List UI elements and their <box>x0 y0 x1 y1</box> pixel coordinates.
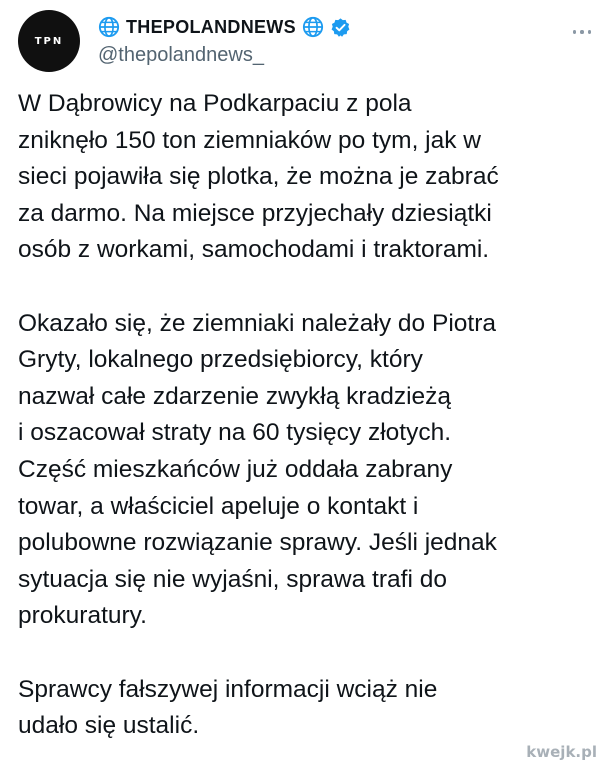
globe-icon <box>98 16 120 38</box>
paragraph-3 <box>18 672 603 745</box>
text-line: polubowne rozwiązanie sprawy. Jeśli jednak <box>18 529 497 557</box>
post-header <box>18 10 593 72</box>
text-line: W Dąbrowicy na Podkarpaciu z pola <box>18 90 412 117</box>
account-handle[interactable]: @thepolandnews_ <box>98 44 264 66</box>
display-name-row[interactable] <box>98 16 351 38</box>
post-text <box>18 86 603 781</box>
watermark-logo: kwejk.pl <box>526 743 597 761</box>
text-line: towar, a właściciel apeluje o kontakt i <box>18 492 419 520</box>
text-line: Sprawcy fałszywej informacji wciąż nie <box>18 675 438 703</box>
text-line: zniknęło 150 ton ziemniaków po tym, jak w <box>18 126 481 154</box>
avatar[interactable] <box>18 10 80 72</box>
text-line: sieci pojawiła się plotka, że można je zabrać <box>18 163 499 191</box>
text-line: udało się ustalić. <box>18 712 200 740</box>
verified-badge-icon <box>330 17 351 38</box>
text-line: Część mieszkańców już oddała zabrany <box>18 455 453 483</box>
text-line: sytuacja się nie wyjaśni, sprawa trafi do <box>18 565 447 593</box>
display-name: THEPOLANDNEWS <box>126 16 296 37</box>
avatar-text: TPN <box>34 35 64 47</box>
text-line: nazwał całe zdarzenie zwykłą kradzieżą <box>18 382 452 410</box>
paragraph-1 <box>18 86 603 269</box>
text-line: za darmo. Na miejsce przyjechały dziesiątki <box>18 199 492 227</box>
text-line: osób z workami, samochodami i traktorami. <box>18 236 490 264</box>
more-options-icon[interactable] <box>571 22 593 42</box>
text-line: i oszacował straty na 60 tysięcy złotych. <box>18 419 452 447</box>
text-line: Okazało się, że ziemniaki należały do Piotra <box>18 309 496 337</box>
paragraph-2 <box>18 306 603 635</box>
text-line: prokuratury. <box>18 602 147 630</box>
globe-icon <box>302 16 324 38</box>
text-line: Gryty, lokalnego przedsiębiorcy, który <box>18 346 423 374</box>
